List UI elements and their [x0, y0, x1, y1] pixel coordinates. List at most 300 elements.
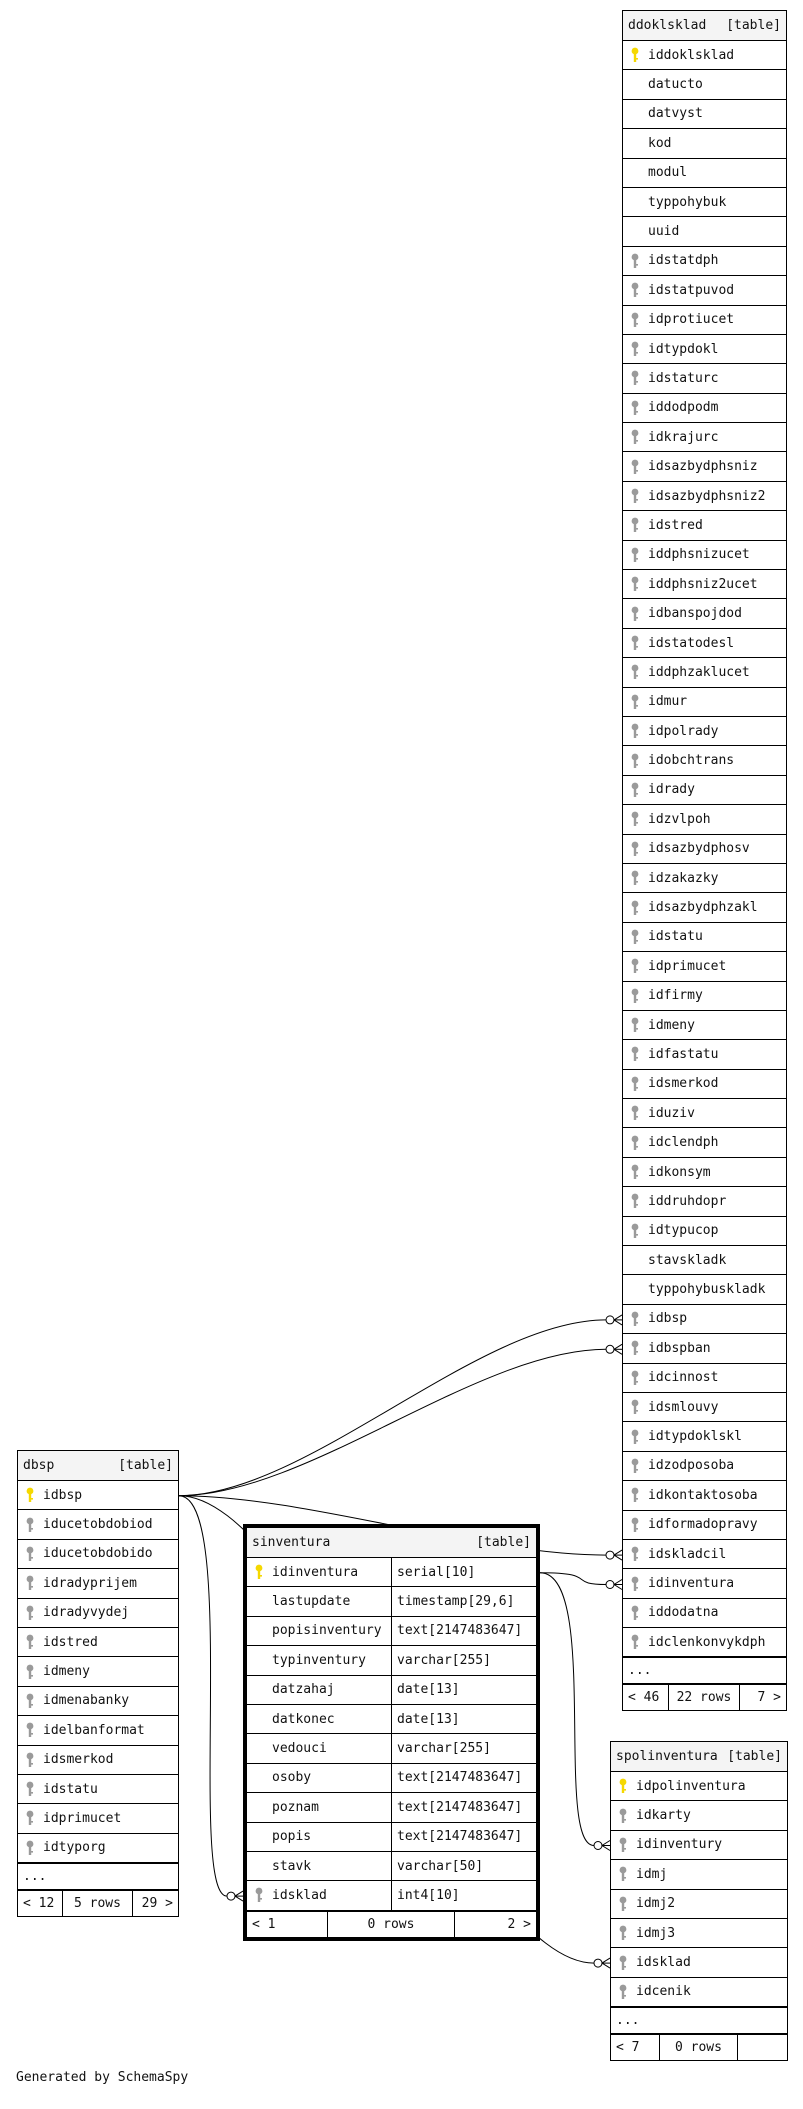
column-name-cell — [623, 1070, 786, 1098]
column-name: datucto — [648, 77, 703, 93]
column-name: idcinnost — [648, 1370, 719, 1386]
column-name-cell — [247, 1676, 391, 1704]
column-name: idkontaktosoba — [648, 1487, 758, 1503]
column-row[interactable] — [18, 1716, 178, 1745]
column-name: idmeny — [648, 1017, 695, 1033]
column-name: idstatdph — [648, 253, 719, 269]
column-row[interactable] — [623, 1628, 786, 1657]
column-name: idfirmy — [648, 988, 703, 1004]
column-row[interactable] — [623, 129, 786, 158]
column-name-cell — [623, 1452, 786, 1480]
column-row[interactable] — [611, 1860, 787, 1889]
column-name: idskladcil — [648, 1546, 727, 1562]
column-name-cell — [623, 41, 786, 69]
column-row[interactable] — [18, 1569, 178, 1598]
column-name: idbsp — [43, 1487, 83, 1503]
column-name-cell — [623, 1040, 786, 1068]
column-name-cell — [611, 1831, 787, 1859]
column-row[interactable] — [611, 1772, 787, 1801]
column-row[interactable] — [623, 1422, 786, 1451]
column-row[interactable] — [247, 1558, 536, 1587]
column-name: osoby — [272, 1770, 312, 1786]
column-name-cell — [623, 511, 786, 539]
column-row[interactable] — [623, 1275, 786, 1304]
column-type: text[2147483647] — [391, 1823, 536, 1851]
table-name[interactable]: spolinventura — [616, 1749, 718, 1764]
column-name: idmeny — [43, 1664, 90, 1680]
column-name-cell — [623, 335, 786, 363]
column-name-cell — [623, 629, 786, 657]
table-sinventura[interactable] — [243, 1524, 540, 1941]
column-name: idsazbydphzakl — [648, 900, 758, 916]
foreign-key-icon — [616, 1925, 630, 1941]
table-header[interactable] — [623, 11, 786, 41]
column-row[interactable] — [623, 982, 786, 1011]
column-name-cell — [623, 835, 786, 863]
column-row[interactable] — [623, 423, 786, 452]
parent-count[interactable]: < 7 — [611, 2035, 660, 2060]
column-name: iddruhdopr — [648, 1193, 727, 1209]
more-columns-indicator: ... — [623, 1657, 786, 1684]
column-row[interactable] — [611, 1948, 787, 1977]
column-row[interactable] — [247, 1852, 536, 1881]
column-row[interactable] — [623, 688, 786, 717]
column-row[interactable] — [247, 1734, 536, 1763]
column-type: varchar[255] — [391, 1734, 536, 1762]
column-row[interactable] — [18, 1687, 178, 1716]
foreign-key-icon — [628, 1135, 642, 1151]
column-row[interactable] — [623, 452, 786, 481]
column-name: iddoklsklad — [648, 47, 735, 63]
relationship-edge — [179, 1315, 622, 1496]
column-row[interactable] — [623, 1187, 786, 1216]
foreign-key-icon — [628, 841, 642, 857]
column-name-cell — [623, 864, 786, 892]
crows-foot-marker — [614, 1585, 622, 1590]
foreign-key-icon — [628, 606, 642, 622]
column-row[interactable] — [623, 923, 786, 952]
column-row[interactable] — [247, 1764, 536, 1793]
column-row[interactable] — [623, 776, 786, 805]
column-row[interactable] — [18, 1775, 178, 1804]
column-name: idbsp — [648, 1311, 688, 1327]
column-name-cell — [247, 1617, 391, 1645]
column-name: idfastatu — [648, 1046, 719, 1062]
foreign-key-icon — [23, 1810, 37, 1826]
column-row[interactable] — [623, 1128, 786, 1157]
column-row[interactable] — [623, 394, 786, 423]
column-name: idzvlpoh — [648, 811, 711, 827]
column-name: idkonsym — [648, 1164, 711, 1180]
foreign-key-icon — [628, 1193, 642, 1209]
foreign-key-icon — [628, 1605, 642, 1621]
column-type: date[13] — [391, 1676, 536, 1704]
column-name-cell — [18, 1775, 178, 1803]
column-name-cell — [247, 1587, 391, 1615]
table-kind-label: [table] — [118, 1458, 173, 1473]
column-name-cell — [623, 717, 786, 745]
crows-foot-marker — [614, 1315, 622, 1320]
column-row[interactable] — [611, 1978, 787, 2007]
column-name-cell — [623, 541, 786, 569]
column-row[interactable] — [623, 864, 786, 893]
column-name: poznam — [272, 1799, 319, 1815]
column-name: idzakazky — [648, 870, 719, 886]
column-row[interactable] — [18, 1599, 178, 1628]
foreign-key-icon — [628, 517, 642, 533]
column-row[interactable] — [18, 1628, 178, 1657]
foreign-key-icon — [628, 1458, 642, 1474]
column-name-cell — [623, 1217, 786, 1245]
column-name-cell — [18, 1510, 178, 1538]
column-name-cell — [623, 1540, 786, 1568]
column-row[interactable] — [623, 541, 786, 570]
column-row[interactable] — [623, 717, 786, 746]
row-count: 0 rows — [328, 1912, 455, 1937]
column-name-cell — [623, 247, 786, 275]
column-name: idtyporg — [43, 1840, 106, 1856]
column-name-cell — [623, 1246, 786, 1274]
column-row[interactable] — [623, 599, 786, 628]
column-name-cell — [611, 1890, 787, 1918]
optional-marker — [606, 1551, 614, 1559]
crows-foot-marker — [614, 1555, 622, 1560]
column-name: idprimucet — [43, 1810, 122, 1826]
column-row[interactable] — [623, 276, 786, 305]
column-row[interactable] — [18, 1657, 178, 1686]
child-count[interactable]: 2 > — [507, 1916, 531, 1932]
column-name: kod — [648, 135, 672, 151]
foreign-key-icon — [628, 370, 642, 386]
table-header[interactable] — [247, 1528, 536, 1558]
column-row[interactable] — [623, 629, 786, 658]
column-row[interactable] — [247, 1587, 536, 1616]
column-row[interactable] — [623, 70, 786, 99]
column-row[interactable] — [623, 482, 786, 511]
relationship-edge — [540, 1573, 622, 1590]
column-name-cell — [623, 1481, 786, 1509]
table-footer — [18, 1890, 178, 1916]
column-name-cell — [623, 658, 786, 686]
column-name-cell — [623, 306, 786, 334]
column-name: idrady — [648, 782, 695, 798]
column-name-cell — [623, 452, 786, 480]
column-name-cell — [611, 1801, 787, 1829]
foreign-key-icon — [628, 253, 642, 269]
column-row[interactable] — [623, 1217, 786, 1246]
foreign-key-icon — [628, 723, 642, 739]
column-row[interactable] — [247, 1617, 536, 1646]
child-count[interactable]: 29 > — [141, 1896, 173, 1912]
column-name: idobchtrans — [648, 753, 735, 769]
column-name-cell — [247, 1705, 391, 1733]
child-count[interactable]: 7 > — [757, 1690, 781, 1706]
table-kind-label: [table] — [726, 18, 781, 33]
foreign-key-icon — [628, 488, 642, 504]
generated-by-label: Generated by SchemaSpy — [16, 2070, 189, 2085]
column-row[interactable] — [18, 1510, 178, 1539]
row-count: 5 rows — [63, 1891, 133, 1916]
column-row[interactable] — [611, 1890, 787, 1919]
crows-foot-marker — [614, 1320, 622, 1325]
column-name-cell — [611, 1919, 787, 1947]
column-name: idsazbydphsniz — [648, 459, 758, 475]
parent-count[interactable]: < 1 — [247, 1912, 328, 1937]
table-spolinventura[interactable] — [610, 1741, 788, 2061]
column-name: idclendph — [648, 1135, 719, 1151]
table-kind-label: [table] — [476, 1535, 531, 1550]
column-name-cell — [623, 688, 786, 716]
table-name[interactable]: ddoklsklad — [628, 18, 707, 33]
crows-foot-marker — [602, 1846, 610, 1851]
column-row[interactable] — [623, 306, 786, 335]
column-type: timestamp[29,6] — [391, 1587, 536, 1615]
foreign-key-icon — [628, 1634, 642, 1650]
column-name: idinventury — [636, 1837, 723, 1853]
foreign-key-icon — [23, 1752, 37, 1768]
column-name-cell — [18, 1687, 178, 1715]
crows-foot-marker — [235, 1891, 243, 1896]
foreign-key-icon — [23, 1575, 37, 1591]
column-name-cell — [623, 1099, 786, 1127]
column-row[interactable] — [623, 247, 786, 276]
column-row[interactable] — [18, 1746, 178, 1775]
column-name: idstatodesl — [648, 635, 735, 651]
row-count: 22 rows — [669, 1685, 741, 1710]
column-row[interactable] — [18, 1804, 178, 1833]
column-name-cell — [623, 982, 786, 1010]
column-name: datzahaj — [272, 1682, 335, 1698]
table-header[interactable] — [18, 1451, 178, 1481]
column-name: iducetobdobiod — [43, 1517, 153, 1533]
column-name: idstatpuvod — [648, 282, 735, 298]
column-name: uuid — [648, 224, 680, 240]
column-type: serial[10] — [391, 1558, 536, 1586]
column-row[interactable] — [623, 1569, 786, 1598]
column-row[interactable] — [611, 1831, 787, 1860]
foreign-key-icon — [628, 1076, 642, 1092]
column-row[interactable] — [247, 1646, 536, 1675]
optional-marker — [227, 1892, 235, 1900]
column-row[interactable] — [623, 1099, 786, 1128]
foreign-key-icon — [23, 1605, 37, 1621]
column-row[interactable] — [623, 1511, 786, 1540]
parent-count[interactable]: < 12 — [18, 1891, 63, 1916]
foreign-key-icon — [628, 576, 642, 592]
column-row[interactable] — [623, 364, 786, 393]
column-name-cell — [18, 1657, 178, 1685]
foreign-key-icon — [628, 782, 642, 798]
column-name: idmenabanky — [43, 1693, 130, 1709]
foreign-key-icon — [628, 870, 642, 886]
column-name: idcenik — [636, 1984, 691, 2000]
column-row[interactable] — [247, 1793, 536, 1822]
table-dbsp[interactable] — [17, 1450, 179, 1917]
column-name: idclenkonvykdph — [648, 1634, 766, 1650]
column-row[interactable] — [247, 1705, 536, 1734]
column-row[interactable] — [623, 1481, 786, 1510]
column-name-cell — [623, 70, 786, 98]
column-name-cell — [623, 100, 786, 128]
column-row[interactable] — [623, 893, 786, 922]
foreign-key-icon — [23, 1517, 37, 1533]
parent-count[interactable]: < 46 — [623, 1685, 669, 1710]
column-name-cell — [623, 1187, 786, 1215]
column-row[interactable] — [623, 952, 786, 981]
column-row[interactable] — [611, 1801, 787, 1830]
table-name[interactable]: sinventura — [252, 1535, 331, 1550]
column-name: idstatu — [43, 1781, 98, 1797]
column-name-cell — [623, 217, 786, 245]
relationship-edge — [540, 1573, 610, 1851]
column-type: date[13] — [391, 1705, 536, 1733]
column-name: idpolrady — [648, 723, 719, 739]
foreign-key-icon — [628, 459, 642, 475]
column-row[interactable] — [18, 1540, 178, 1569]
primary-key-icon — [628, 47, 642, 63]
foreign-key-icon — [628, 547, 642, 563]
column-name-cell — [623, 129, 786, 157]
column-name-cell — [611, 1860, 787, 1888]
column-name-cell — [18, 1834, 178, 1862]
column-name-cell — [623, 482, 786, 510]
column-name: idkarty — [636, 1808, 691, 1824]
column-row[interactable] — [623, 100, 786, 129]
column-name-cell — [247, 1734, 391, 1762]
column-name-cell — [623, 952, 786, 980]
column-row[interactable] — [623, 1599, 786, 1628]
column-name: idmj3 — [636, 1925, 676, 1941]
column-name-cell — [623, 394, 786, 422]
column-type: varchar[255] — [391, 1646, 536, 1674]
foreign-key-icon — [628, 929, 642, 945]
column-name-cell — [18, 1569, 178, 1597]
foreign-key-icon — [23, 1840, 37, 1856]
column-row[interactable] — [623, 746, 786, 775]
column-type: text[2147483647] — [391, 1617, 536, 1645]
column-row[interactable] — [623, 658, 786, 687]
foreign-key-icon — [628, 664, 642, 680]
crows-foot-marker — [614, 1580, 622, 1585]
column-row[interactable] — [623, 159, 786, 188]
optional-marker — [606, 1345, 614, 1353]
child-count[interactable] — [738, 2035, 787, 2060]
column-row[interactable] — [623, 1070, 786, 1099]
relationship-edge — [179, 1344, 622, 1495]
column-row[interactable] — [623, 1040, 786, 1069]
foreign-key-icon — [628, 1340, 642, 1356]
table-ddoklsklad[interactable] — [622, 10, 787, 1711]
foreign-key-icon — [628, 694, 642, 710]
column-row[interactable] — [623, 805, 786, 834]
table-header[interactable] — [611, 1742, 787, 1772]
column-name: idbanspojdod — [648, 606, 742, 622]
column-name: idpolinventura — [636, 1778, 746, 1794]
column-name: idradyvydej — [43, 1605, 130, 1621]
column-row[interactable] — [18, 1834, 178, 1863]
column-row[interactable] — [623, 1334, 786, 1363]
column-name: idsmerkod — [648, 1076, 719, 1092]
column-name-cell — [623, 1628, 786, 1656]
crows-foot-marker — [235, 1896, 243, 1901]
column-name: idtypdokl — [648, 341, 719, 357]
column-name-cell — [623, 364, 786, 392]
column-row[interactable] — [623, 835, 786, 864]
column-name-cell — [623, 159, 786, 187]
column-row[interactable] — [247, 1676, 536, 1705]
column-row[interactable] — [623, 511, 786, 540]
column-row[interactable] — [623, 188, 786, 217]
column-name: idtypdoklskl — [648, 1429, 742, 1445]
foreign-key-icon — [616, 1955, 630, 1971]
column-row[interactable] — [623, 1158, 786, 1187]
foreign-key-icon — [252, 1887, 266, 1903]
column-row[interactable] — [623, 1393, 786, 1422]
column-name: idstatu — [648, 929, 703, 945]
column-name-cell — [611, 1772, 787, 1800]
column-name-cell — [611, 1948, 787, 1976]
primary-key-icon — [252, 1564, 266, 1580]
column-name-cell — [623, 1364, 786, 1392]
column-row[interactable] — [623, 1305, 786, 1334]
column-name-cell — [611, 1978, 787, 2006]
column-row[interactable] — [623, 1540, 786, 1569]
column-name: typpohybuk — [648, 194, 727, 210]
foreign-key-icon — [628, 1399, 642, 1415]
foreign-key-icon — [628, 958, 642, 974]
foreign-key-icon — [23, 1693, 37, 1709]
column-name: iducetobdobido — [43, 1546, 153, 1562]
foreign-key-icon — [628, 753, 642, 769]
foreign-key-icon — [628, 1370, 642, 1386]
crows-foot-marker — [602, 1958, 610, 1963]
column-name: idzodposoba — [648, 1458, 735, 1474]
foreign-key-icon — [616, 1808, 630, 1824]
column-row[interactable] — [623, 41, 786, 70]
column-name: idsklad — [272, 1887, 327, 1903]
column-row[interactable] — [623, 1364, 786, 1393]
foreign-key-icon — [23, 1664, 37, 1680]
column-row[interactable] — [623, 1246, 786, 1275]
column-row[interactable] — [623, 335, 786, 364]
crows-foot-marker — [602, 1841, 610, 1846]
column-name-cell — [623, 923, 786, 951]
column-row[interactable] — [623, 217, 786, 246]
column-row[interactable] — [623, 1011, 786, 1040]
column-name-cell — [623, 570, 786, 598]
column-row[interactable] — [623, 1452, 786, 1481]
primary-key-icon — [23, 1487, 37, 1503]
foreign-key-icon — [628, 400, 642, 416]
foreign-key-icon — [616, 1984, 630, 2000]
column-name-cell — [623, 1422, 786, 1450]
column-row[interactable] — [247, 1881, 536, 1910]
table-name[interactable]: dbsp — [23, 1458, 55, 1473]
column-name: iddodatna — [648, 1605, 719, 1621]
column-name-cell — [18, 1628, 178, 1656]
crows-foot-marker — [614, 1344, 622, 1349]
column-name: idsklad — [636, 1955, 691, 1971]
column-row[interactable] — [623, 570, 786, 599]
column-row[interactable] — [611, 1919, 787, 1948]
column-name-cell — [623, 1275, 786, 1303]
column-row[interactable] — [18, 1481, 178, 1510]
foreign-key-icon — [628, 282, 642, 298]
column-row[interactable] — [247, 1823, 536, 1852]
column-name-cell — [623, 1393, 786, 1421]
column-name-cell — [18, 1540, 178, 1568]
column-name: stavskladk — [648, 1252, 727, 1268]
